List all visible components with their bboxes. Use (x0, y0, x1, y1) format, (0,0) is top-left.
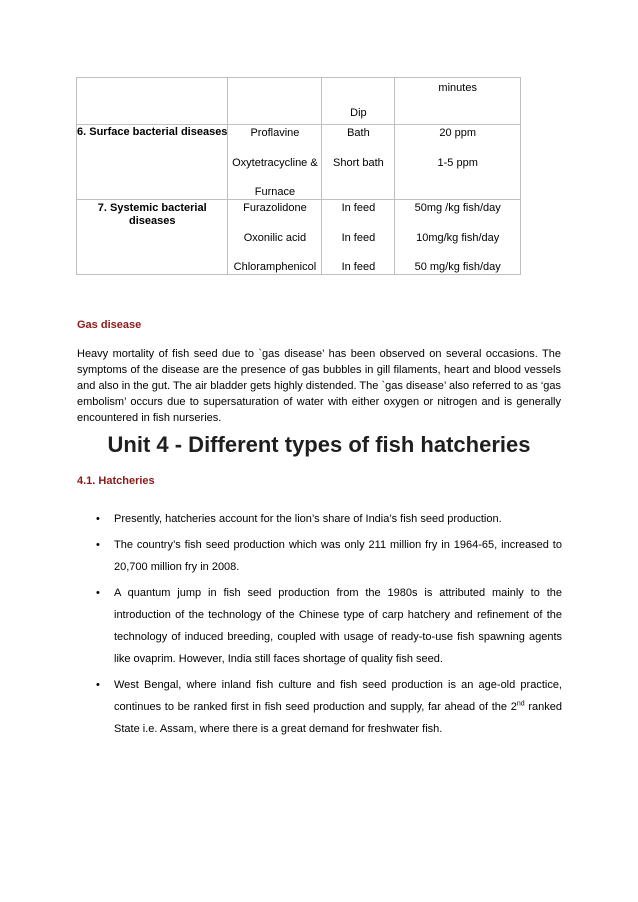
table-row (77, 200, 521, 275)
gas-disease-paragraph: Heavy mortality of fish seed due to `gas disease’ has been observed on several occasions. The symptoms of the disease are the presence of gas bubbles in gill filaments, heart and blood vessels and also in the gut. The air bladder gets highly distended. The `gas disease’ also referred to as ‘gas embolism’ occurs due to supersaturation of water with either oxygen or nitrogen and is generally encountered in fish nurseries. (77, 348, 561, 424)
table-cell-dose (395, 125, 521, 200)
disease-label: 6. Surface bacterial diseases (77, 126, 228, 138)
bullet-text: West Bengal, where inland fish culture and fish seed production is an age-old practice, continues to be ranked first in fish seed production and supply, far ahead of the 2 (114, 679, 562, 713)
dose-text: minutes (438, 82, 477, 94)
bullet-text: Presently, hatcheries account for the lion’s share of India’s fish seed production. (114, 513, 502, 525)
bullet-icon: • (96, 539, 100, 551)
table-cell-method (322, 200, 395, 275)
table-row (77, 125, 521, 200)
bullet-text: The country’s fish seed production which was only 211 million fry in 1964-65, increased to 20,700 million fry in 2008. (114, 539, 562, 573)
list-item (96, 508, 562, 530)
bullet-icon: • (96, 513, 100, 525)
method-text: Dip (350, 107, 367, 119)
list-item (96, 534, 562, 578)
hatcheries-bullet-list (96, 508, 562, 744)
bullet-icon: • (96, 679, 100, 691)
list-item (96, 674, 562, 740)
drug-text: Proflavine (250, 127, 300, 139)
bullet-text: ranked State i.e. Assam, where there is a great demand for freshwater fish. (114, 701, 562, 735)
method-text: Short bath (333, 156, 384, 169)
list-item (96, 582, 562, 670)
unit-title: Unit 4 - Different types of fish hatcheries (107, 432, 531, 457)
disease-label: 7. Systemic bacterial diseases (97, 202, 207, 227)
drug-text: Chloramphenicol (233, 261, 317, 273)
table-cell-dose (395, 200, 521, 275)
method-text: In feed (341, 202, 376, 214)
hatcheries-subheading: 4.1. Hatcheries (77, 475, 155, 487)
dose-text: 1-5 ppm (437, 156, 478, 169)
gas-disease-heading: Gas disease (77, 319, 142, 331)
method-text: Bath (347, 127, 370, 139)
drug-text: Furnace (254, 186, 296, 198)
dose-text: 50 mg/kg fish/day (414, 261, 501, 273)
table-cell-method (322, 125, 395, 200)
method-text: In feed (341, 231, 376, 244)
drug-text: Furazolidone (243, 202, 307, 214)
treatment-table (76, 77, 521, 275)
ordinal-superscript: nd (516, 700, 525, 708)
dose-text: 20 ppm (439, 127, 477, 139)
table-cell-disease (77, 78, 228, 125)
dose-text: 50mg /kg fish/day (414, 202, 501, 214)
dose-text: 10mg/kg fish/day (416, 231, 500, 244)
drug-text: Oxonilic acid (243, 231, 307, 244)
table-row (77, 78, 521, 125)
bullet-text: A quantum jump in fish seed production from the 1980s is attributed mainly to the introduction of the technology of the Chinese type of carp hatchery and refinement of the technology of induced breeding, coupled with usage of ready-to-use fish spawning agents like ovaprim. However, India still faces shortage of quality fish seed. (114, 587, 562, 665)
table-cell-method (322, 78, 395, 125)
table-cell-disease (77, 200, 228, 275)
table-cell-disease (77, 125, 228, 200)
table-cell-drug (228, 78, 322, 125)
table-cell-drug (228, 125, 322, 200)
bullet-icon: • (96, 587, 100, 599)
method-text: In feed (341, 261, 376, 273)
table-cell-dose (395, 78, 521, 125)
drug-text: Oxytetracycline & (232, 156, 318, 169)
table-cell-drug (228, 200, 322, 275)
